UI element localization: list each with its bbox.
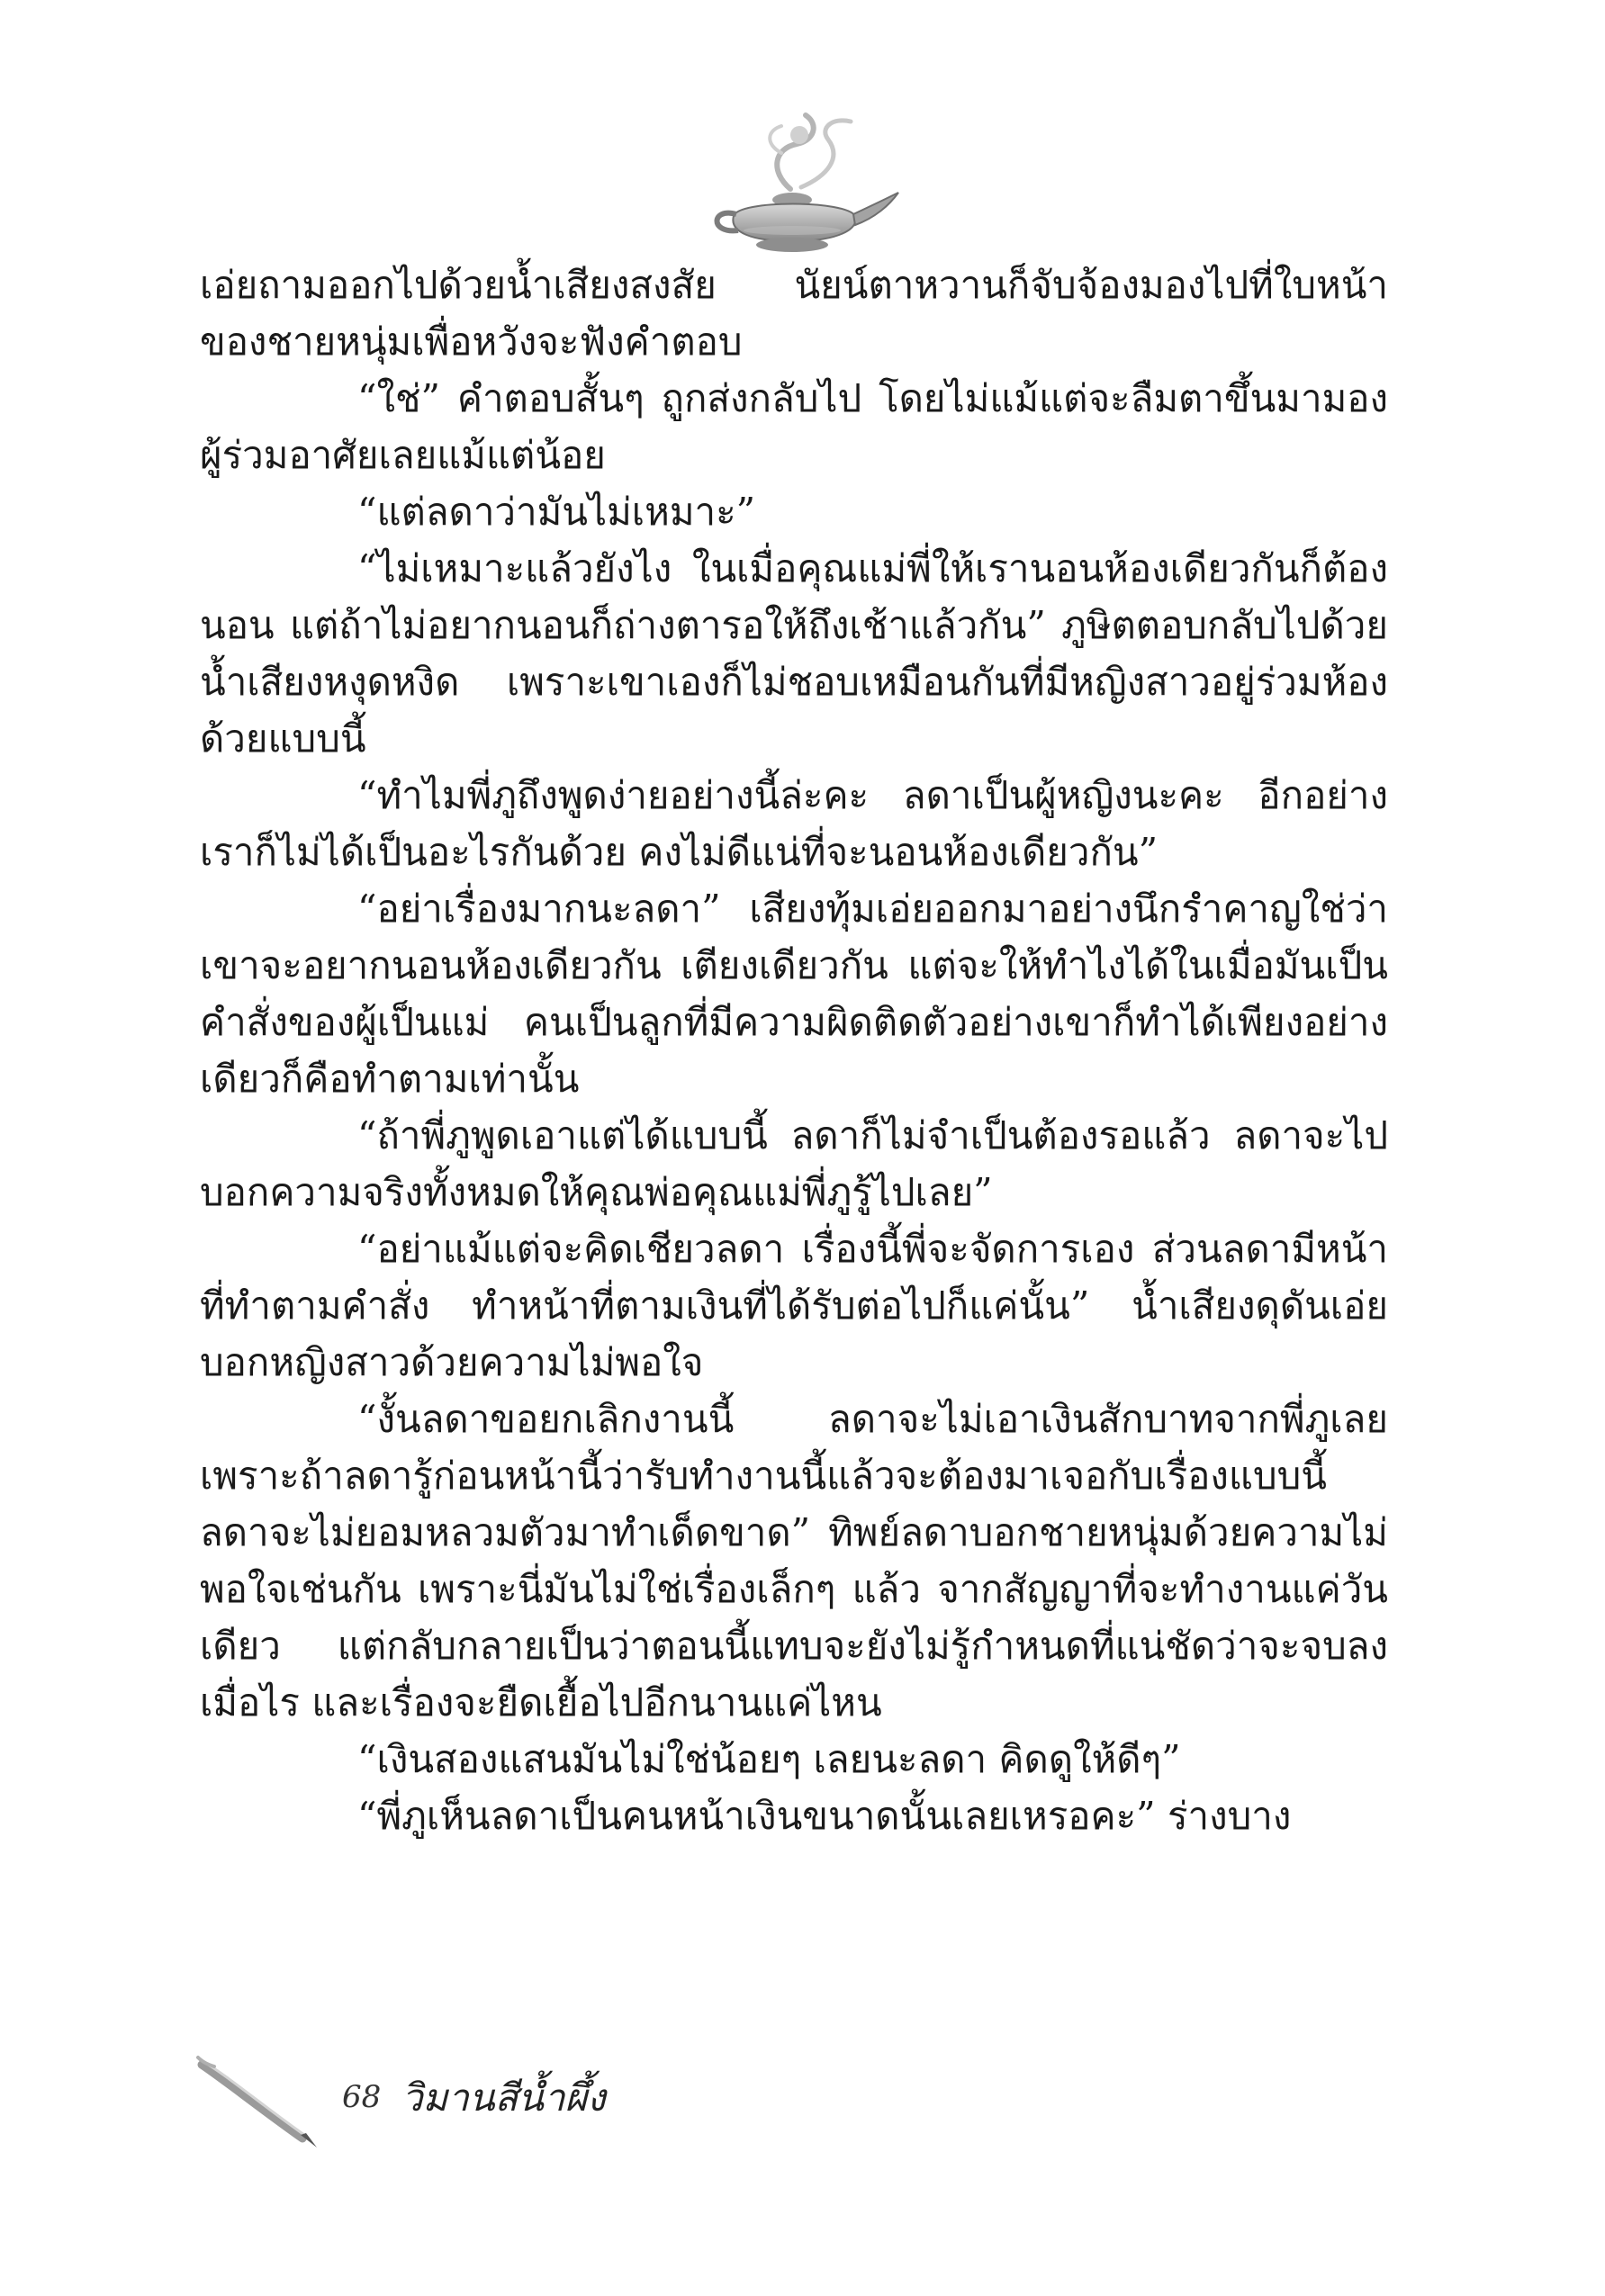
page-number: 68 [342, 2079, 382, 2115]
paragraph: “อย่าเรื่องมากนะลดา” เสียงทุ้มเอ่ยออกมาอย่างนึกรำคาญใช่ว่าเขาจะอยากนอนห้องเดียวกัน เตียงเดียวกัน แต่จะให้ทำไงได้ในเมื่อมันเป็นคำสั่งของผู้เป็นแม่ คนเป็นลูกที่มีความผิดติดตัวอย่างเขาก็ทำได้เพียงอย่างเดียวก็คือทำตามเท่านั้น [200, 887, 1388, 1101]
pen-icon [196, 2052, 322, 2151]
body-text [200, 257, 1388, 1844]
book-title: วิมานสีน้ำผึ้ง [401, 2075, 606, 2120]
paragraph: “อย่าแม้แต่จะคิดเชียวลดา เรื่องนี้พี่จะจัดการเอง ส่วนลดามีหน้าที่ทำตามคำสั่ง ทำหน้าที่ตามเงินที่ได้รับต่อไปก็แค่นั้น” น้ำเสียงดุดันเอ่ยบอกหญิงสาวด้วยความไม่พอใจ [200, 1227, 1388, 1384]
paragraph: “เงินสองแสนมันไม่ใช่น้อยๆ เลยนะลดา คิดดูให้ดีๆ” [357, 1737, 1181, 1781]
paragraph: “พี่ภูเห็นลดาเป็นคนหน้าเงินขนาดนั้นเลยเหรอคะ” ร่างบาง [357, 1794, 1292, 1838]
paragraph: เอ่ยถามออกไปด้วยน้ำเสียงสงสัย นัยน์ตาหวานก็จับจ้องมองไปที่ใบหน้าของชายหนุ่มเพื่อหวังจะฟังคำตอบ [200, 263, 1388, 364]
paragraph: “ทำไมพี่ภูถึงพูดง่ายอย่างนี้ล่ะคะ ลดาเป็นผู้หญิงนะคะ อีกอย่างเราก็ไม่ได้เป็นอะไรกันด้วย คงไม่ดีแน่ที่จะนอนห้องเดียวกัน” [200, 773, 1388, 874]
paragraph: “แต่ลดาว่ามันไม่เหมาะ” [357, 490, 756, 534]
paragraph: “ใช่” คำตอบสั้นๆ ถูกส่งกลับไป โดยไม่แม้แต่จะลืมตาขึ้นมามองผู้ร่วมอาศัยเลยแม้แต่น้อย [200, 376, 1388, 477]
paragraph: “ไม่เหมาะแล้วยังไง ในเมื่อคุณแม่พี่ให้เรานอนห้องเดียวกันก็ต้องนอน แต่ถ้าไม่อยากนอนก็ถ่างตารอให้ถึงเช้าแล้วกัน” ภูษิตตอบกลับไปด้วยน้ำเสียงหงุดหงิด เพราะเขาเองก็ไม่ชอบเหมือนกันที่มีหญิงสาวอยู่ร่วมห้องด้วยแบบนี้ [200, 546, 1388, 761]
page-footer [196, 2052, 736, 2160]
paragraph: “งั้นลดาขอยกเลิกงานนี้ ลดาจะไม่เอาเงินสักบาทจากพี่ภูเลยเพราะถ้าลดารู้ก่อนหน้านี้ว่ารับทำงานนี้แล้วจะต้องมาเจอกับเรื่องแบบนี้ลดาจะไม่ยอมหลวมตัวมาทำเด็ดขาด” ทิพย์ลดาบอกชายหนุ่มด้วยความไม่พอใจเช่นกัน เพราะนี่มันไม่ใช่เรื่องเล็กๆ แล้ว จากสัญญาที่จะทำงานแค่วันเดียว แต่กลับกลายเป็นว่าตอนนี้แทบจะยังไม่รู้กำหนดที่แน่ชัดว่าจะจบลงเมื่อไร และเรื่องจะยืดเยื้อไปอีกนานแค่ไหน [200, 1397, 1388, 1724]
genie-lamp-icon [684, 99, 909, 261]
paragraph: “ถ้าพี่ภูพูดเอาแต่ได้แบบนี้ ลดาก็ไม่จำเป็นต้องรอแล้ว ลดาจะไปบอกความจริงทั้งหมดให้คุณพ่อคุณแม่พี่ภูรู้ไปเลย” [200, 1113, 1388, 1214]
